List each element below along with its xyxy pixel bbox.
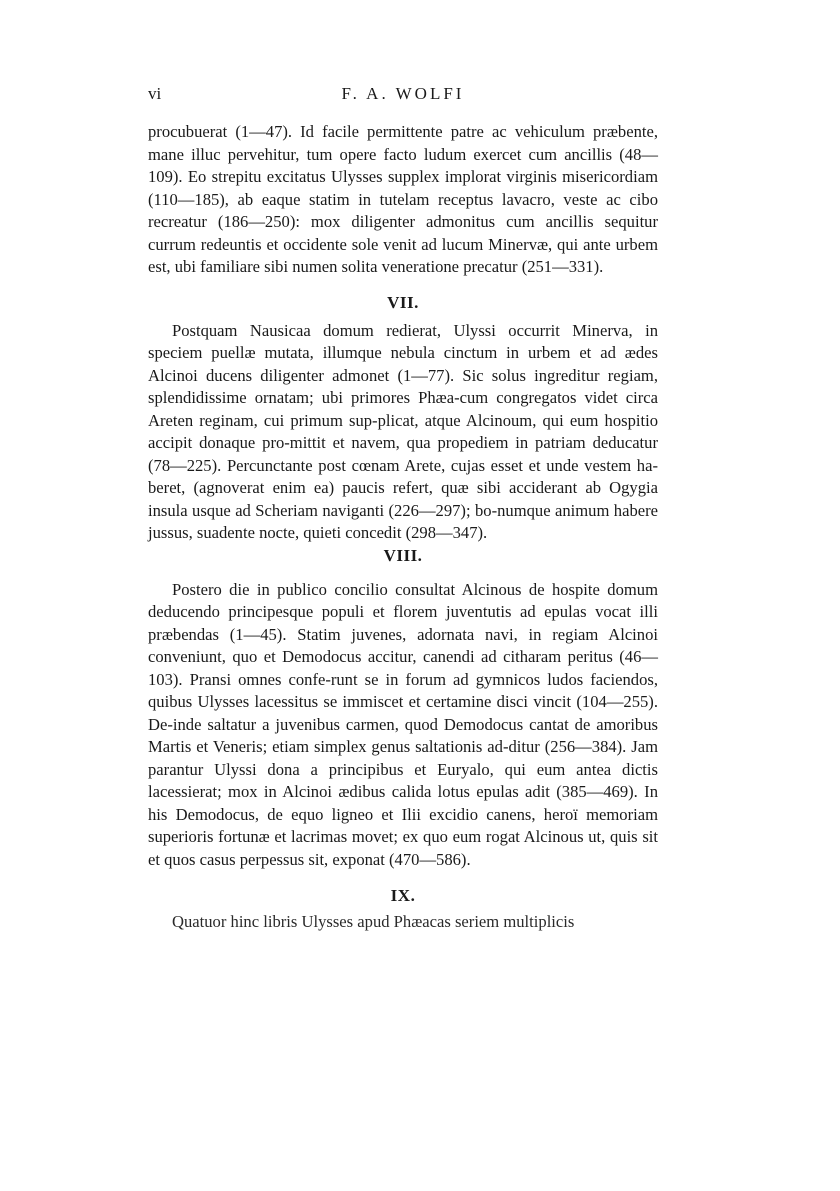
running-title: F. A. WOLFI <box>341 84 465 103</box>
page-number: vi <box>148 84 162 103</box>
section-heading-ix: IX. <box>390 886 416 905</box>
section-heading-viii: VIII. <box>383 545 423 565</box>
page-header <box>148 84 658 108</box>
section-heading-vii: VII. <box>387 292 419 312</box>
page-body <box>148 121 658 934</box>
paragraph-book-viii: Postero die in publico concilio consultat Alcinous de hospite domum deducendo principesque populi et florem juventutis ad epulas vocat illi præbendas (1—45). Statim juvenes, adornata navi, in regiam Alcinoi conveniunt, quo et Demodocus accitur, canendi ad citharam peritus (46—103). Pransi omnes confe-runt se in forum ad gymnicos ludos faciendos, quibus Ulysses lacessitus se immiscet et certamine disci vincit (104—255). De-inde saltatur a juvenibus carmen, quod Demodocus cantat de amoribus Martis et Veneris; etiam simplex genus saltationis ad-ditur (256—384). Jam parantur Ulyssi dona a principibus et Euryalo, qui eum antea dictis lacessierat; mox in Alcinoi ædibus calida lotus epulas adit (385—469). In his Demodocus, de equo ligneo et Ilii excidio canens, heroï memoriam superioris fortunæ et lacrimas movet; ex quo eum rogat Alcinous ut, quis sit et quos casus perpessus sit, exponat (470—586). <box>148 579 658 869</box>
paragraph-book-vii: Postquam Nausicaa domum redierat, Ulyssi occurrit Minerva, in speciem puellæ mutata, illumque nebula cinctum in urbem et ad ædes Alcinoi ducens diligenter admonet (1—77). Sic solus ingreditur regiam, splendidissime ornatam; ubi primores Phæa-cum congregatos videt circa Areten reginam, cui primum sup-plicat, atque Alcinoum, qui eum hospitio accipit donaque pro-mittit et navem, qua propediem in patriam deducatur (78—225). Percunctante post cœnam Arete, cujas esset et unde vestem ha-beret, (agnoverat enim ea) paucis refert, quæ sibi acciderant ab Ogygia insula usque ad Scheriam naviganti (226—297); bo-numque animum habere jussus, suadente nocte, quieti concedit (298—347). <box>148 320 658 542</box>
paragraph-book-ix: Quatuor hinc libris Ulysses apud Phæacas seriem multiplicis <box>172 912 575 931</box>
paragraph-book-vi-continuation: procubuerat (1—47). Id facile permittente patre ac vehiculum præbente, mane illuc pervehitur, tum opere facto ludum exercet cum ancillis (48—109). Eo strepitu excitatus Ulysses supplex implorat virginis misericordiam (110—185), ab eaque statim in tutelam receptus lavacro, veste ac cibo recreatur (186—250): mox diligenter admonitus cum ancillis sequitur currum redeuntis et occidente sole venit ad lucum Minervæ, qui ante urbem est, ubi familiare sibi numen solita veneratione precatur (251—331). <box>148 122 658 276</box>
